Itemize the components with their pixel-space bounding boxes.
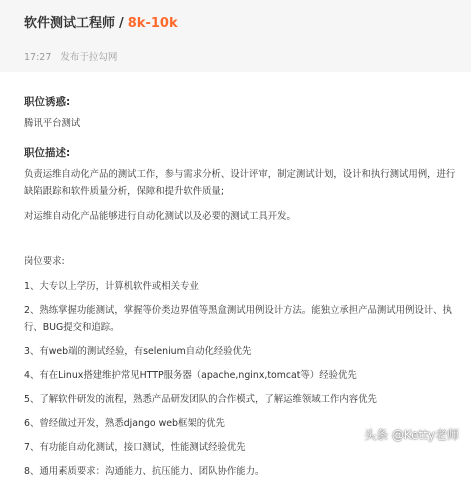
post-meta [24, 49, 471, 63]
job-header [0, 0, 471, 72]
requirement-item: 6、曾经做过开发，熟悉django web框架的优先 [24, 418, 225, 429]
job-title: 软件测试工程师 [24, 16, 116, 31]
requirement-item: 3、有web端的测试经验，有selenium自动化经验优先 [24, 346, 252, 357]
requirement-item: 8、通用素质要求：沟通能力、抗压能力、团队协作能力。 [24, 466, 265, 477]
description-para-2: 对运维自动化产品能够进行自动化测试以及必要的测试工具开发。 [24, 211, 296, 222]
requirement-item: 4、有在Linux搭建维护常见HTTP服务器（apache,nginx,tomcat等）经验优先 [24, 370, 357, 381]
requirement-item: 7、有功能自动化测试，接口测试，性能测试经验优先 [24, 442, 246, 453]
post-time: 17:27 [24, 52, 52, 63]
requirements-list [24, 278, 458, 480]
lure-title: 职位诱惑: [24, 96, 71, 108]
lure-text: 腾讯平台测试 [24, 118, 81, 129]
watermark-text: 头条 @Ketty老师 [364, 428, 459, 442]
watermark [364, 426, 459, 443]
job-title-row [24, 12, 471, 31]
job-content [0, 72, 458, 480]
description-title: 职位描述: [24, 147, 71, 159]
description-para-1: 负责运维自动化产品的测试工作，参与需求分析、设计评审，制定测试计划，设计和执行测试用例，进行缺陷跟踪和软件质量分析，保障和提升软件质量; [24, 169, 456, 197]
requirement-item: 5、了解软件研发的流程，熟悉产品研发团队的合作模式，了解运维领域工作内容优先 [24, 394, 377, 405]
requirement-item: 2、熟练掌握功能测试，掌握等价类边界值等黑盒测试用例设计方法。能独立承担产品测试用例设计、执行、BUG提交和追踪。 [24, 305, 452, 333]
requirement-item: 1、大专以上学历，计算机软件或相关专业 [24, 281, 199, 292]
post-source: 发布于拉勾网 [60, 52, 118, 63]
requirements-title: 岗位要求: [24, 256, 65, 267]
salary-range: 8k-10k [127, 16, 178, 31]
title-separator: / [119, 16, 124, 31]
